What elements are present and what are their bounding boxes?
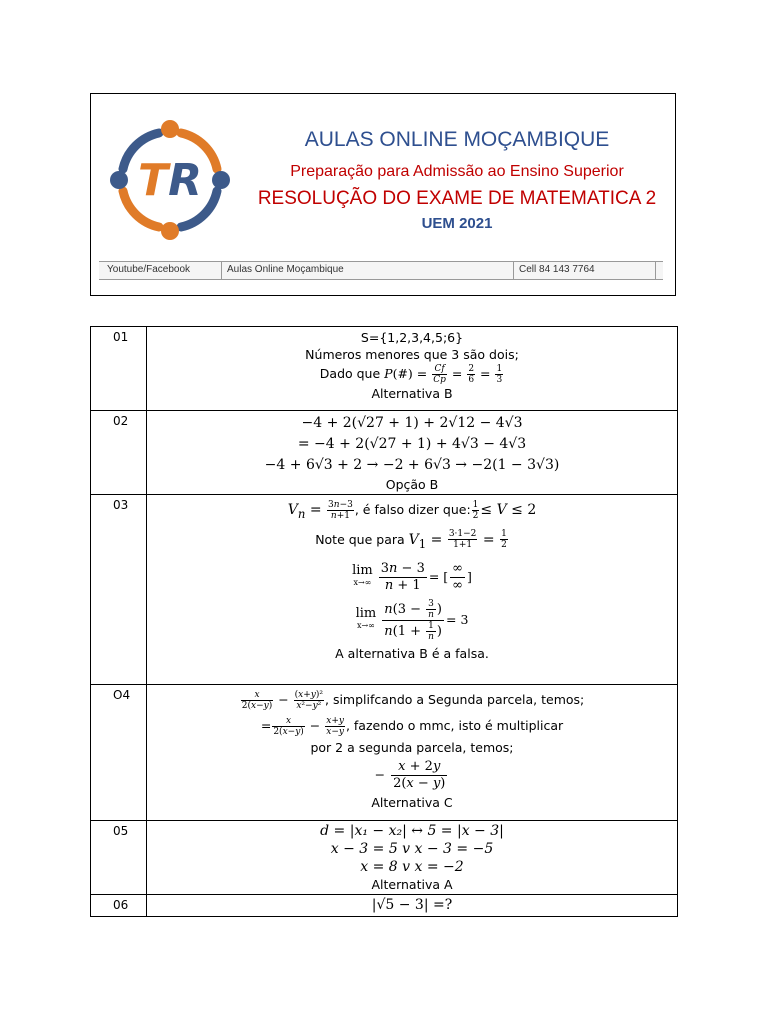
question-body bbox=[147, 495, 678, 685]
table-row bbox=[91, 411, 678, 495]
exam-title: RESOLUÇÃO DO EXAME DE MATEMATICA 2 bbox=[257, 188, 657, 209]
q5-line-2: x − 3 = 5 v x − 3 = −5 bbox=[330, 841, 494, 857]
q4-answer: Alternativa C bbox=[371, 795, 453, 810]
question-body bbox=[147, 821, 678, 895]
q3-limit-1: lim x→∞ $\frac{3n - 3}{n + 1}$ = [ ∞ ∞ ] bbox=[352, 560, 472, 593]
table-row bbox=[91, 895, 678, 917]
q3-note: Note que para $V_1$ = $\frac{3\cdot 1-2}{1+1}$ = $\frac{1}{2}$ bbox=[315, 529, 507, 551]
q3-limit-2: lim x→∞ n(3 − $\frac{3}{n}$ ) n(1 + $\frac{1}{n}$ ) = 3 bbox=[355, 598, 469, 642]
contact-channel: Aulas Online Moçambique bbox=[227, 264, 344, 275]
question-number: 03 bbox=[91, 495, 147, 685]
document-header bbox=[90, 93, 676, 296]
q1-probability: Dado que P(#) = $\frac{Cf}{Cp}$ = $\frac{2}{6}$ = $\frac{1}{3}$ bbox=[319, 364, 503, 385]
question-number: 01 bbox=[91, 327, 147, 411]
q4-second: por 2 a segunda parcela, temos; bbox=[310, 740, 514, 755]
table-row bbox=[91, 685, 678, 821]
question-body bbox=[147, 895, 678, 917]
q4-mmc: = $\frac{x}{2(x-y)}$ − $\frac{x+y}{x-y}$ , fazendo o mmc, isto é multiplicar bbox=[260, 716, 564, 737]
site-subtitle: Preparação para Admissão ao Ensino Superior bbox=[290, 163, 624, 180]
q3-answer: A alternativa B é a falsa. bbox=[335, 645, 489, 661]
question-number: 02 bbox=[91, 411, 147, 495]
question-body bbox=[147, 327, 678, 411]
table-row bbox=[91, 821, 678, 895]
site-title: AULAS ONLINE MOÇAMBIQUE bbox=[304, 128, 610, 151]
tr-logo bbox=[109, 119, 231, 241]
q4-result: − $\frac{x + 2y}{2(x - y)}$ bbox=[374, 759, 446, 791]
contact-social: Youtube/Facebook bbox=[107, 264, 191, 275]
q2-line-2: = −4 + 2(√27 + 1) + 4√3 − 4√3 bbox=[297, 436, 527, 452]
table-row bbox=[91, 495, 678, 685]
question-number: O4 bbox=[91, 685, 147, 821]
solutions-table bbox=[90, 326, 678, 917]
question-number: 06 bbox=[91, 895, 147, 917]
svg-text:TR: TR bbox=[138, 155, 202, 206]
q2-answer: Opção B bbox=[385, 477, 439, 492]
q6-line-1: |√5 − 3| =? bbox=[371, 897, 453, 913]
q1-statement: Números menores que 3 são dois; bbox=[305, 347, 519, 362]
q4-expression: $\frac{x}{2(x-y)}$ − $\frac{\text{(x+y)²}}{\text{x²−y²}}$ , simplifcando a Segunda parcela, temos; bbox=[241, 690, 585, 711]
q5-line-3: x = 8 v x = −2 bbox=[360, 859, 464, 875]
question-number: 05 bbox=[91, 821, 147, 895]
q5-answer: Alternativa A bbox=[371, 877, 453, 892]
question-body bbox=[147, 685, 678, 821]
q1-answer: Alternativa B bbox=[371, 386, 453, 401]
table-row bbox=[91, 327, 678, 411]
contact-bar bbox=[99, 261, 663, 280]
q2-line-1: −4 + 2(√27 + 1) + 2√12 − 4√3 bbox=[301, 415, 523, 431]
q3-claim: $V_n$ = $\frac{3n-3}{n+1}$ , é falso dizer que: $\frac{1}{2}$ ≤ V ≤ 2 bbox=[287, 499, 537, 521]
q1-set: S={1,2,3,4,5;6} bbox=[360, 330, 464, 345]
q5-line-1: d = |x₁ − x₂| ↔ 5 = |x − 3| bbox=[320, 823, 504, 839]
q2-line-3: −4 + 6√3 + 2 → −2 + 6√3 → −2(1 − 3√3) bbox=[264, 457, 560, 473]
exam-year: UEM 2021 bbox=[421, 215, 493, 232]
contact-phone: Cell 84 143 7764 bbox=[519, 264, 595, 275]
question-body bbox=[147, 411, 678, 495]
